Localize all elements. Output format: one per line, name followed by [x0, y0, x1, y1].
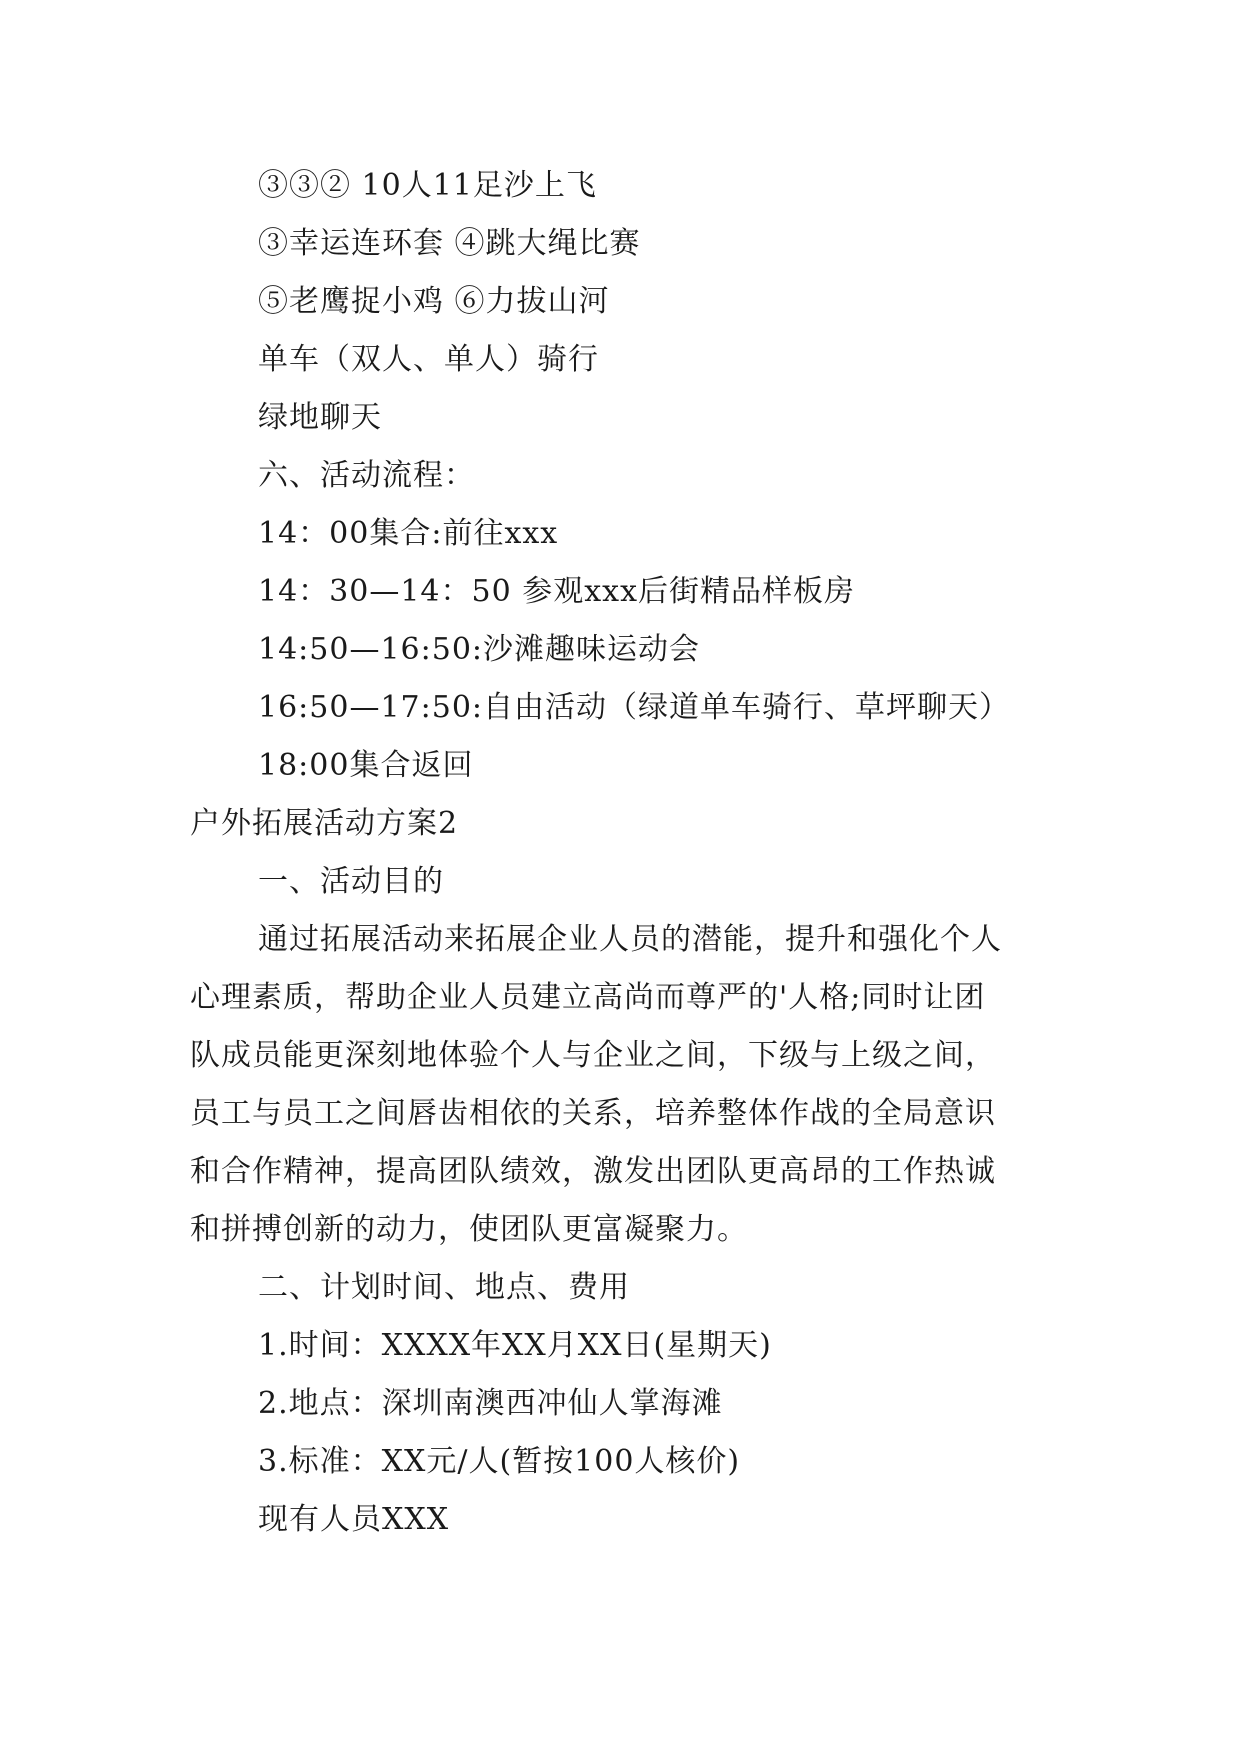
plan-detail-line: 3.标准：XX元/人(暂按100人核价): [258, 1444, 741, 1479]
paragraph-line: 和拼搏创新的动力，使团队更富凝聚力。: [190, 1212, 748, 1247]
paragraph-line: 通过拓展活动来拓展企业人员的潜能，提升和强化个人: [258, 922, 1002, 957]
activity-line: 绿地聊天: [258, 400, 382, 435]
plan-detail-line: 1.时间：XXXX年XX月XX日(星期天): [258, 1328, 772, 1363]
section-heading: 一、活动目的: [258, 864, 444, 899]
paragraph-line: 心理素质，帮助企业人员建立高尚而尊严的'人格;同时让团: [190, 980, 986, 1015]
game-item-line: ③幸运连环套 ④跳大绳比赛: [258, 226, 641, 261]
section-heading: 六、活动流程：: [258, 458, 475, 493]
schedule-line: 14：30—14：50 参观xxx后街精品样板房: [258, 574, 855, 609]
document-title: 户外拓展活动方案2: [190, 806, 459, 841]
game-item-line: ⑤老鹰捉小鸡 ⑥力拔山河: [258, 284, 610, 319]
section-heading: 二、计划时间、地点、费用: [258, 1270, 630, 1305]
schedule-line: 16:50—17:50:自由活动（绿道单车骑行、草坪聊天）: [258, 690, 1011, 725]
paragraph-line: 员工与员工之间唇齿相依的关系，培养整体作战的全局意识: [190, 1096, 996, 1131]
paragraph-line: 队成员能更深刻地体验个人与企业之间，下级与上级之间，: [190, 1038, 996, 1073]
paragraph-line: 和合作精神，提高团队绩效，激发出团队更高昂的工作热诚: [190, 1154, 996, 1189]
plan-detail-line: 2.地点：深圳南澳西冲仙人掌海滩: [258, 1386, 723, 1421]
plan-detail-line: 现有人员XXX: [258, 1502, 450, 1537]
game-item-line: ③③② 10人11足沙上飞: [258, 168, 597, 203]
schedule-line: 18:00集合返回: [258, 748, 474, 783]
schedule-line: 14：00集合:前往xxx: [258, 516, 559, 551]
activity-line: 单车（双人、单人）骑行: [258, 342, 599, 377]
schedule-line: 14:50—16:50:沙滩趣味运动会: [258, 632, 701, 667]
